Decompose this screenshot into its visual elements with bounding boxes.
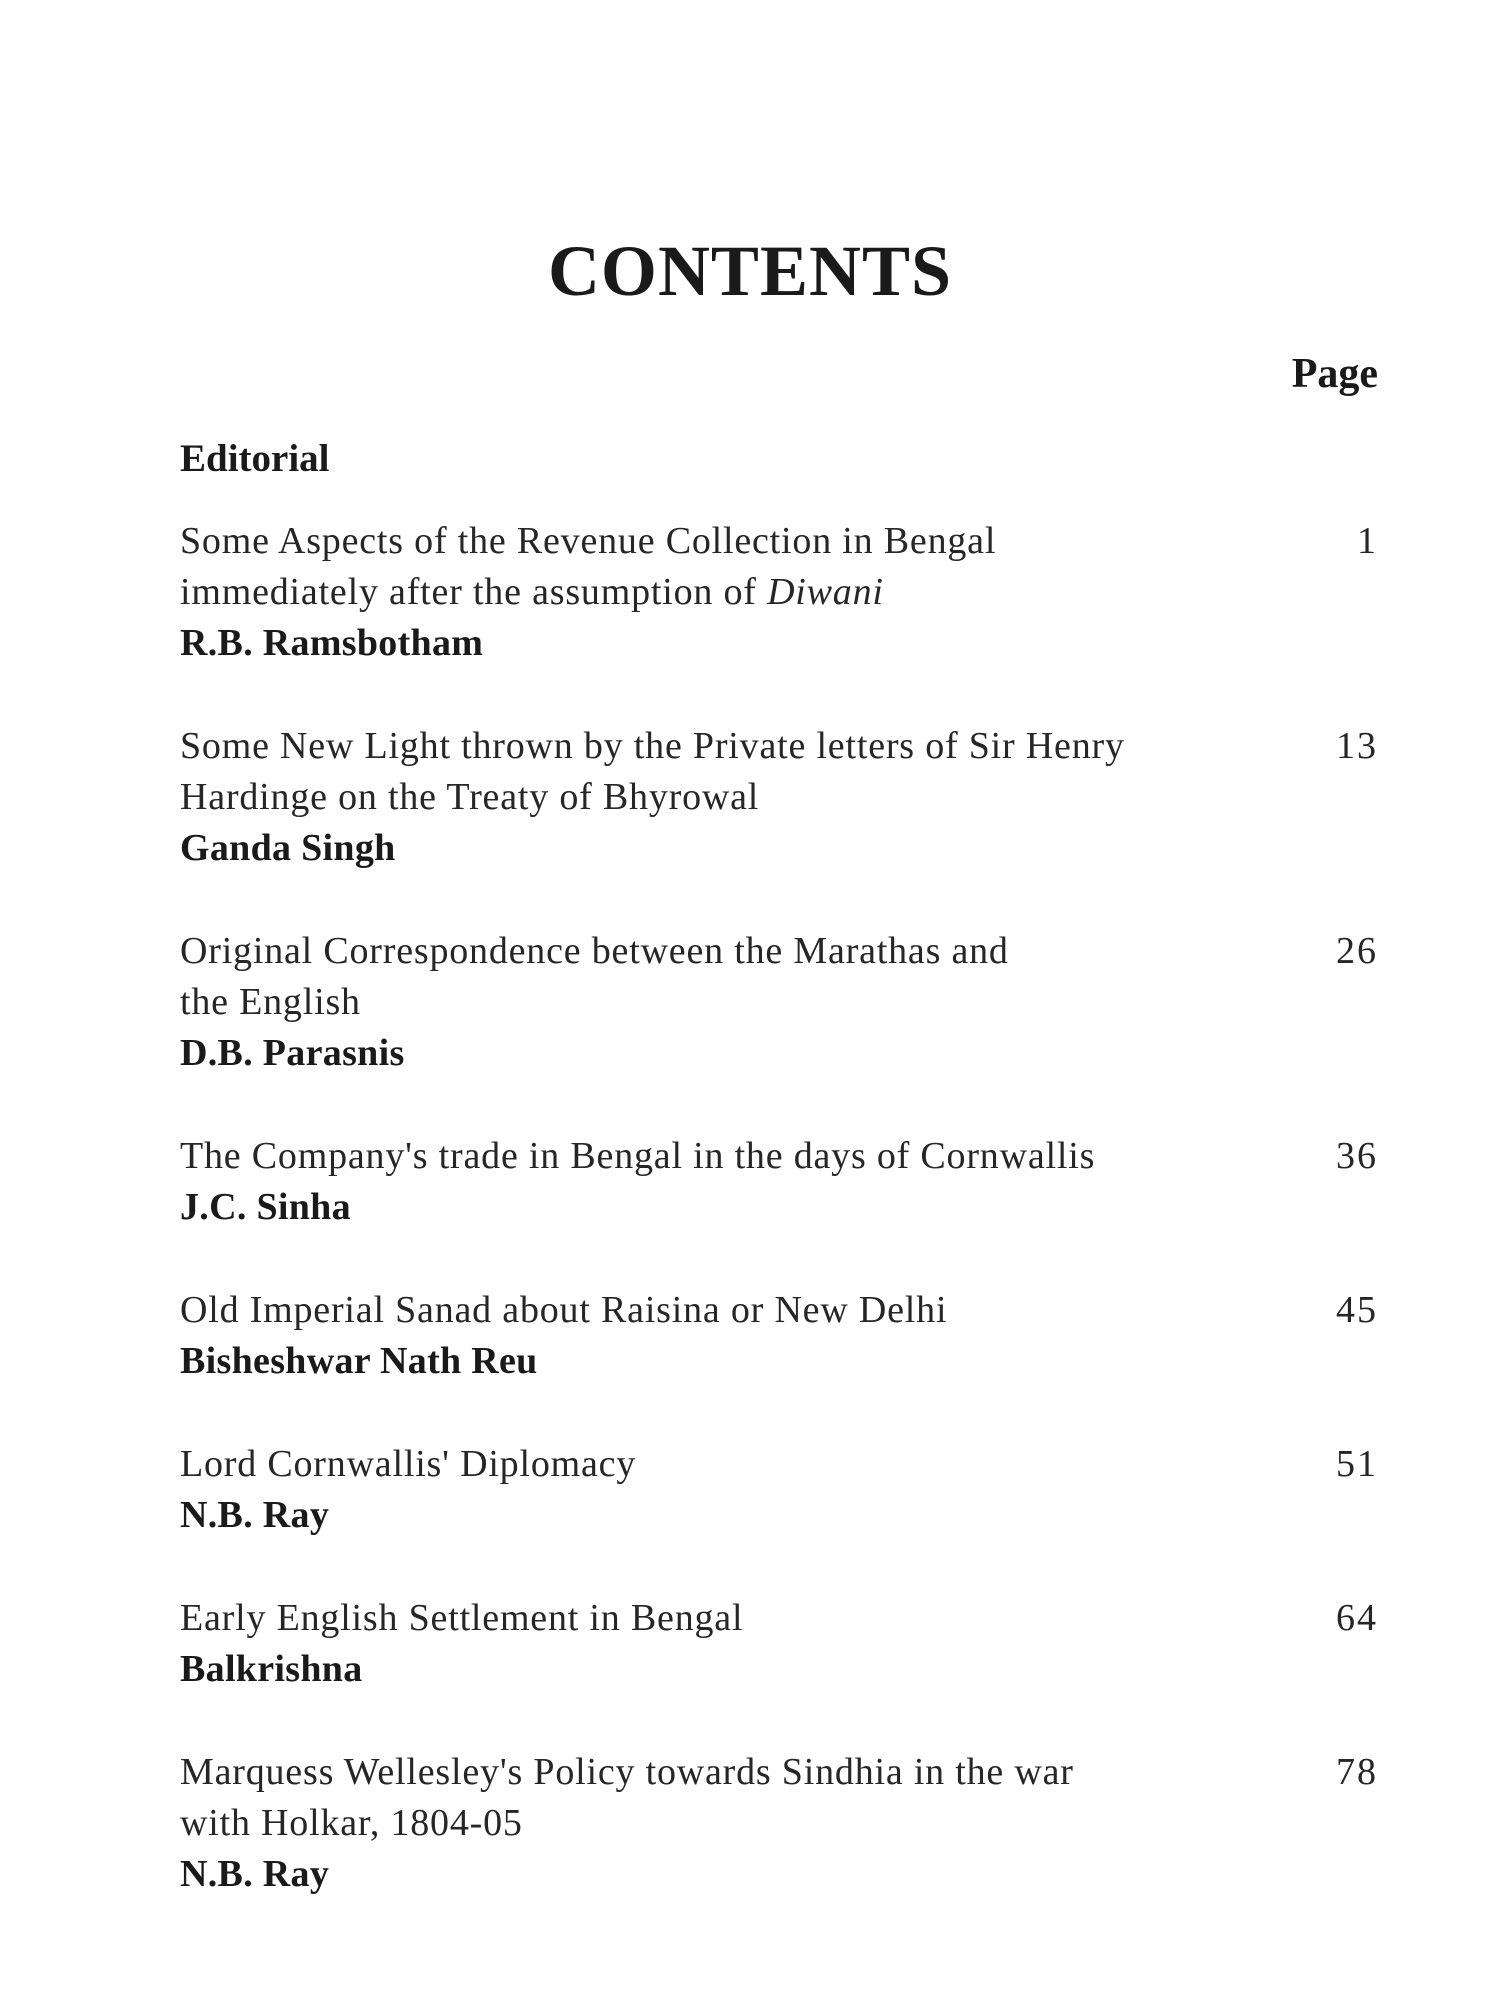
- entry-title: [180, 1593, 1200, 1644]
- contents-list: [180, 516, 1378, 1952]
- page-title: CONTENTS: [547, 231, 953, 311]
- entry-author: Ganda Singh: [180, 827, 396, 869]
- entry-title: [180, 926, 1200, 1028]
- toc-entry[interactable]: [180, 1439, 1378, 1541]
- toc-entry[interactable]: [180, 926, 1378, 1079]
- entry-title-line: The Company's trade in Bengal in the days of Cornwallis: [180, 1135, 1096, 1177]
- entry-page-number: 64: [1336, 1597, 1378, 1639]
- entry-title: [180, 1285, 1200, 1336]
- entry-page-number: 78: [1336, 1751, 1378, 1793]
- entry-page-number: 51: [1336, 1443, 1378, 1485]
- entry-page-number: 1: [1357, 520, 1378, 562]
- toc-entry[interactable]: [180, 1593, 1378, 1695]
- entry-page-number: 45: [1336, 1289, 1378, 1331]
- entry-title: [180, 1747, 1200, 1849]
- entry-author: J.C. Sinha: [180, 1186, 351, 1228]
- entry-author: Bisheshwar Nath Reu: [180, 1340, 538, 1382]
- entry-title-line: the English: [180, 981, 361, 1023]
- entry-title-line: with Holkar, 1804-05: [180, 1802, 523, 1844]
- toc-entry[interactable]: [180, 516, 1378, 669]
- entry-title: [180, 516, 1200, 618]
- entry-title-line: Original Correspondence between the Marathas and: [180, 930, 1009, 972]
- entry-title-line: Old Imperial Sanad about Raisina or New Delhi: [180, 1289, 948, 1331]
- entry-page-number: 36: [1336, 1135, 1378, 1177]
- toc-entry[interactable]: [180, 1131, 1378, 1233]
- toc-entry[interactable]: [180, 1747, 1378, 1900]
- entry-author: N.B. Ray: [180, 1494, 330, 1536]
- entry-title-line: Marquess Wellesley's Policy towards Sindhia in the war: [180, 1751, 1074, 1793]
- entry-title: [180, 721, 1200, 823]
- entry-author: D.B. Parasnis: [180, 1032, 405, 1074]
- entry-title-line: [180, 567, 1200, 618]
- entry-title-line: Lord Cornwallis' Diplomacy: [180, 1443, 637, 1485]
- entry-title-line: Some Aspects of the Revenue Collection in Bengal: [180, 520, 997, 562]
- entry-title: [180, 1439, 1200, 1490]
- entry-page-number: 26: [1336, 930, 1378, 972]
- entry-author: R.B. Ramsbotham: [180, 622, 484, 664]
- toc-entry[interactable]: [180, 721, 1378, 874]
- page-column-label: Page: [1291, 351, 1378, 397]
- entry-title-line: Early English Settlement in Bengal: [180, 1597, 744, 1639]
- entry-page-number: 13: [1336, 725, 1378, 767]
- entry-author: Balkrishna: [180, 1648, 363, 1690]
- section-heading: Editorial: [180, 437, 330, 480]
- entry-title: [180, 1131, 1200, 1182]
- entry-title-line: Hardinge on the Treaty of Bhyrowal: [180, 776, 760, 818]
- entry-title-italic: Diwani: [767, 571, 884, 613]
- entry-title-line: Some New Light thrown by the Private letters of Sir Henry: [180, 725, 1125, 767]
- toc-entry[interactable]: [180, 1285, 1378, 1387]
- entry-author: N.B. Ray: [180, 1853, 330, 1895]
- entry-title-text: immediately after the assumption of: [180, 571, 757, 613]
